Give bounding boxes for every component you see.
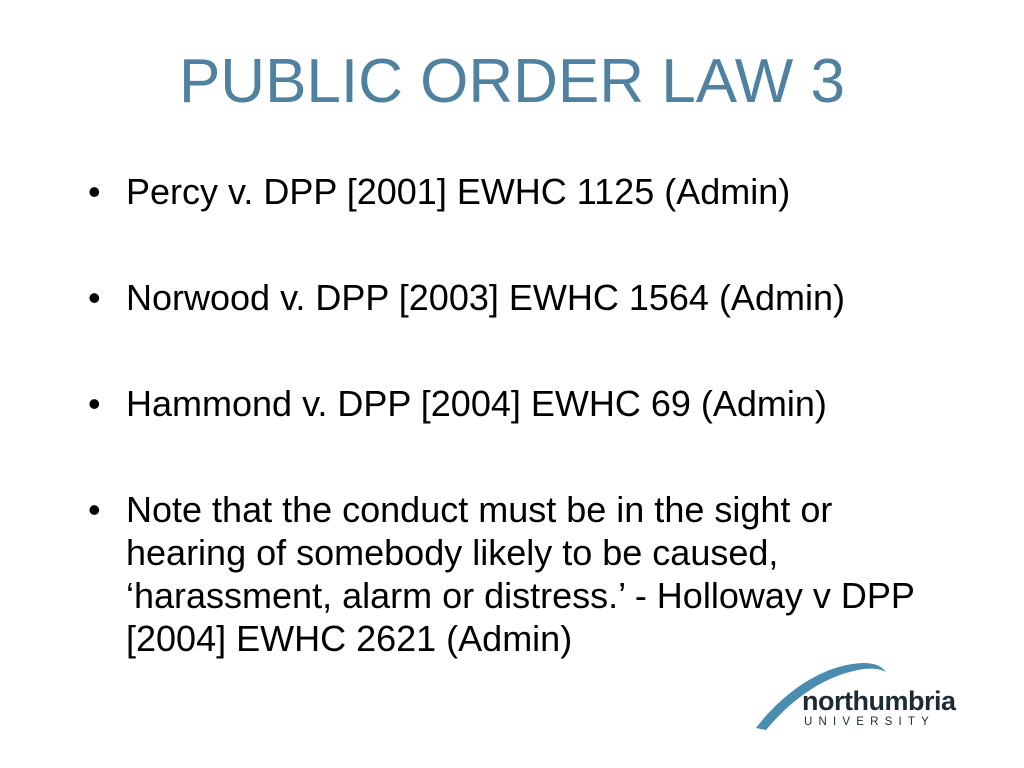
bullet-item-note xyxy=(88,488,938,660)
bullet-text: Note that the conduct must be in the sight or hearing of somebody likely to be caused, ‘harassment, alarm or distress.’ - Holloway v DPP [2004] EWHC 2621 (Admin) xyxy=(126,489,915,659)
logo-wordmark: northumbria xyxy=(802,686,956,716)
bullet-marker: • xyxy=(88,383,101,424)
bullet-item-norwood xyxy=(88,276,938,319)
slide-title: PUBLIC ORDER LAW 3 xyxy=(178,47,846,116)
bullet-text: Hammond v. DPP [2004] EWHC 69 (Admin) xyxy=(126,383,827,424)
bullet-marker: • xyxy=(88,171,101,212)
northumbria-logo xyxy=(752,656,962,736)
bullet-marker: • xyxy=(88,277,101,318)
bullet-text: Norwood v. DPP [2003] EWHC 1564 (Admin) xyxy=(126,277,845,318)
bullet-item-percy xyxy=(88,170,938,213)
logo-subtitle: UNIVERSITY xyxy=(804,716,936,728)
bullet-text: Percy v. DPP [2001] EWHC 1125 (Admin) xyxy=(126,171,791,212)
bullet-list xyxy=(88,170,938,660)
bullet-item-hammond xyxy=(88,382,938,425)
bullet-marker: • xyxy=(88,489,101,530)
